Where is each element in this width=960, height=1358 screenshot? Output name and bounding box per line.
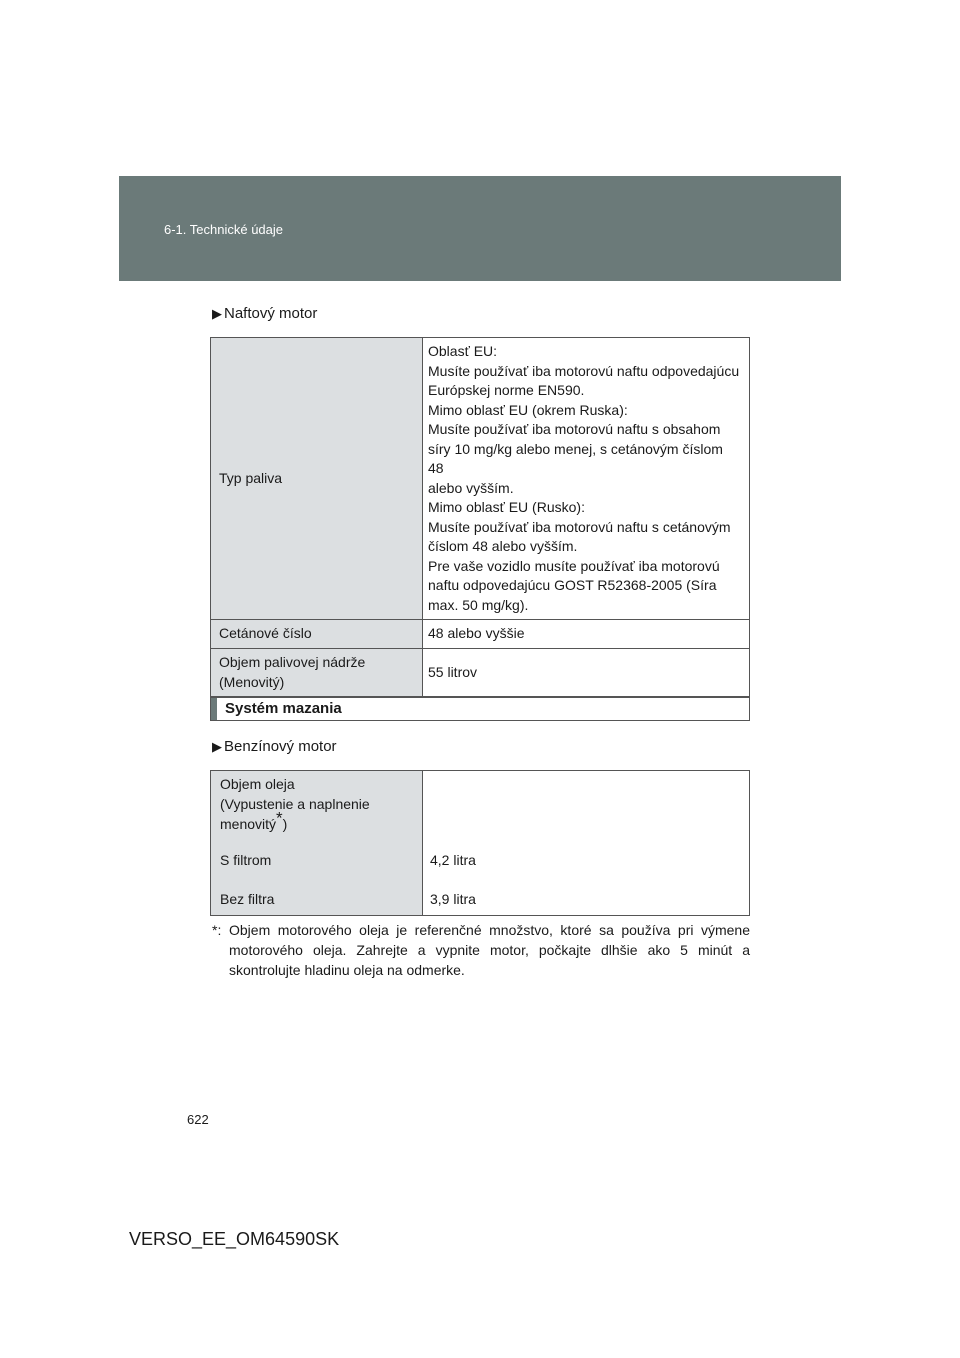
diesel-spec-table <box>210 337 750 697</box>
section-heading-bar <box>211 698 217 720</box>
page-number: 622 <box>187 1112 209 1127</box>
section-heading <box>210 697 750 721</box>
table-row <box>211 649 750 697</box>
with-filter-label: S filtrom <box>220 852 272 868</box>
without-filter-value: 3,9 litra <box>430 891 476 907</box>
cetane-value: 48 alebo vyššie <box>423 620 750 649</box>
oil-label-line: Objem oleja <box>220 776 295 792</box>
table-row <box>211 620 750 649</box>
oil-capacity-table <box>210 770 750 916</box>
without-filter-label: Bez filtra <box>220 891 275 907</box>
tank-value: 55 litrov <box>423 649 750 697</box>
oil-label-line: menovitý*) <box>220 808 288 832</box>
triangle-bullet-icon: ▶ <box>212 306 222 321</box>
cetane-label: Cetánové číslo <box>211 620 423 649</box>
section-title: 6-1. Technické údaje <box>164 222 284 237</box>
fuel-type-value: Oblasť EU: Musíte používať iba motorovú naftu odpovedajúcu Európskej norme EN590. Mimo oblasť EU (okrem Ruska): Musíte používať iba motorovú naftu s obsahom síry 10 mg/kg alebo menej, s cetánovým číslom 48 alebo vyšším. Mimo oblasť EU (Rusko): Musíte používať iba motorovú naftu s cetánovým číslom 48 alebo vyšším. Pre vaše vozidlo musíte používať iba motorovú naftu odpovedajúcu GOST R52368-2005 (Síra max. 50 mg/kg). <box>423 338 750 620</box>
triangle-bullet-icon: ▶ <box>212 739 222 754</box>
section-heading-text: Systém mazania <box>225 700 342 717</box>
table-row <box>211 338 750 620</box>
tank-label: Objem palivovej nádrže (Menovitý) <box>211 649 423 697</box>
diesel-heading: ▶ Naftový motor <box>212 305 318 322</box>
asterisk-mark: * <box>276 808 283 828</box>
footnote <box>212 920 750 980</box>
oil-label-line: (Vypustenie a naplnenie <box>220 796 370 812</box>
fuel-type-label: Typ paliva <box>211 338 423 620</box>
petrol-heading: ▶ Benzínový motor <box>212 738 337 755</box>
with-filter-value: 4,2 litra <box>430 852 476 868</box>
footnote-text: Objem motorového oleja je referenčné množstvo, ktoré sa používa pri výmene motorového oleja. Zahrejte a vypnite motor, počkajte dlhšie ako 5 minút a skontrolujte hladinu oleja na odmerke. <box>229 922 750 978</box>
document-code: VERSO_EE_OM64590SK <box>129 1229 340 1249</box>
footnote-mark: *: <box>212 922 222 938</box>
